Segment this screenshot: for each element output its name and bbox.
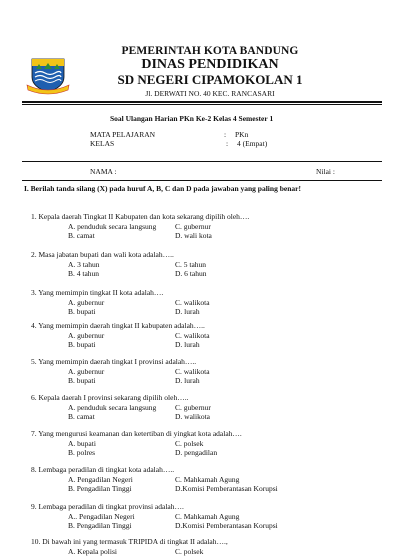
question-text: 10. Di bawah ini yang termasuk TRIPIDA di tingkat II adalah…., <box>31 537 228 546</box>
option-a: A. penduduk secara langsung <box>68 221 157 231</box>
option-c: C. Mahkamah Agung <box>175 474 240 484</box>
subject-label: MATA PELAJARAN <box>90 130 156 139</box>
option-a: A.. Pengadilan Negeri <box>68 511 135 521</box>
class-value: 4 (Empat) <box>237 139 268 148</box>
option-c: C. walikota <box>175 297 210 307</box>
option-d: D. lurah <box>175 307 200 317</box>
class-row <box>90 139 290 149</box>
option-d: D. lurah <box>175 340 200 350</box>
question-item <box>31 537 361 556</box>
question-text: 3. Yang memimpin tingkat II kota adalah…. <box>31 288 164 297</box>
option-a: A. bupati <box>68 438 96 448</box>
class-colon: : <box>226 139 229 148</box>
option-c: C. Mahkamah Agung <box>175 511 240 521</box>
question-text: 4. Yang memimpin daerah tingkat II kabupaten adalah….. <box>31 321 205 330</box>
option-a: A. gubernur <box>68 297 105 307</box>
question-item <box>31 502 361 531</box>
question-text: 7. Yang mengurusi keamanan dan ketertiban di yingkat kota adalah…. <box>31 429 242 438</box>
score-field-label: Nilai : <box>316 167 335 176</box>
question-text: 1. Kepala daerah Tingkat II Kabupaten dan kota sekarang dipilih oleh…. <box>31 212 250 221</box>
question-text: 6. Kepala daerah I provinsi sekarang dipilih oleh….. <box>31 393 189 402</box>
option-b: B. polres <box>68 448 96 458</box>
question-item <box>31 321 361 350</box>
option-c: C. walikota <box>175 330 210 340</box>
question-item <box>31 465 361 494</box>
option-c: C. walikota <box>175 366 210 376</box>
option-b: B. bupati <box>68 376 96 386</box>
option-d: D. 6 tahun <box>175 269 207 279</box>
option-a: A. gubernur <box>68 366 105 376</box>
instruction-text: I. Berilah tanda silang (X) pada huruf A, B, C dan D pada jawaban yang paling benar! <box>24 184 301 193</box>
option-b: B. 4 tahun <box>68 269 100 279</box>
class-label: KELAS <box>90 139 115 148</box>
name-field-label: NAMA : <box>90 167 117 176</box>
option-d: D. lurah <box>175 376 200 386</box>
option-c: C. polsek <box>175 438 204 448</box>
header-divider-thin <box>22 104 382 105</box>
option-d: D. pengadilan <box>175 448 218 458</box>
header-government: PEMERINTAH KOTA BANDUNG <box>121 45 299 57</box>
option-d: D.Komisi Pemberantasan Korupsi <box>175 521 278 531</box>
option-a: A. Pengadilan Negeri <box>68 474 133 484</box>
option-a: A. penduduk secara langsung <box>68 402 157 412</box>
question-text: 8. Lembaga peradilan di tingkat kota adalah….. <box>31 465 175 474</box>
subject-value: PKn <box>235 130 249 139</box>
header-address: Jl. DERWATI NO. 40 KEC. RANCASARI <box>145 89 275 98</box>
question-item <box>31 393 361 422</box>
option-a: A. 3 tahun <box>68 259 100 269</box>
option-b: B. bupati <box>68 340 96 350</box>
option-b: B. camat <box>68 412 95 422</box>
option-b: B. Pengadilan Tinggi <box>68 484 132 494</box>
subject-colon: : <box>224 130 227 139</box>
question-item <box>31 429 361 458</box>
question-item <box>31 288 361 317</box>
option-c: C. gubernur <box>175 221 211 231</box>
question-item <box>31 212 361 241</box>
option-c: C. gubernur <box>175 402 211 412</box>
question-text: 5. Yang memimpin daerah tingkat I provinsi adalah….. <box>31 357 197 366</box>
option-b: B. camat <box>68 231 95 241</box>
option-b: B. bupati <box>68 307 96 317</box>
option-d: D.Komisi Pemberantasan Korupsi <box>175 484 278 494</box>
option-d: D. wali kota <box>175 231 212 241</box>
option-a: A. gubernur <box>68 330 105 340</box>
option-a: A. Kepala polisi <box>68 546 117 556</box>
option-c: C. polsek <box>175 546 204 556</box>
name-box-top-border <box>22 161 382 162</box>
name-box-bottom-border <box>22 180 382 181</box>
question-item <box>31 250 361 279</box>
question-item <box>31 357 361 386</box>
exam-title: Soal Ulangan Harian PKn Ke-2 Kelas 4 Semester 1 <box>110 114 274 123</box>
option-d: D. walikota <box>175 412 210 422</box>
option-c: C. 5 tahun <box>175 259 207 269</box>
header-divider-thick <box>22 101 382 103</box>
question-text: 9. Lembaga peradilan di tingkat provinsi adalah…. <box>31 502 184 511</box>
question-text: 2. Masa jabatan bupati dan wali kota adalah….. <box>31 250 174 259</box>
header-school-name: SD NEGERI CIPAMOKOLAN 1 <box>117 72 303 87</box>
header-department: DINAS PENDIDIKAN <box>141 57 279 72</box>
option-b: B. Pengadilan Tinggi <box>68 521 132 531</box>
